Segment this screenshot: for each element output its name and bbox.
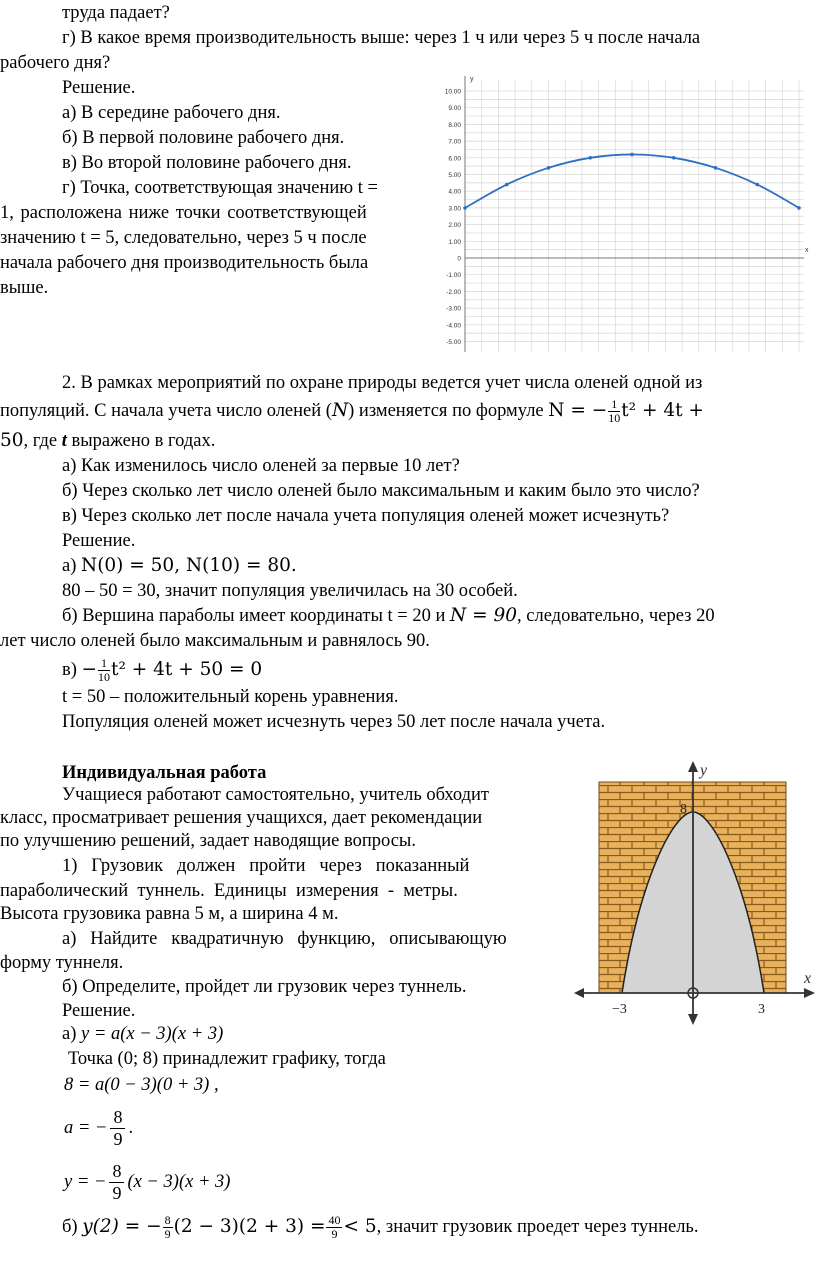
right-root-label: 3 [758,1002,765,1017]
y-tick-label: 1.00 [448,238,461,246]
x-axis-label: x [805,247,809,254]
indiv-line: параболический туннель. Единицы измерения - метры. [0,881,458,901]
solution-v: t = 50 – положительный корень уравнения. [62,687,399,707]
text-line: труда падает? [62,3,170,23]
indiv-line: Учащиеся работают самостоятельно, учитель обходит [62,785,490,805]
fraction: $\frac{1}{10}$ [98,656,111,684]
x-axis-label: x [804,970,812,987]
answer-g: значению t = 5, следовательно, через 5 ч после [0,228,367,248]
equation: 8 = a(0 − 3)(0 + 3) , [64,1075,219,1095]
fraction: $\frac{8}{9}$ [110,1107,125,1150]
left-root-label: −3 [612,1002,627,1017]
task2-line: популяций. С начала учета число оленей (N) изменяется по формуле N = − $\frac{1}{10}$ t² + 4t + [0,397,704,425]
y-tick-label: 6.00 [448,155,461,163]
solution-b: б) y(2) = − $\frac{8}{9}$ (2 − 3)(2 + 3) = $\frac{40}{9}$ < 5, значит грузовик проедет через туннель. [62,1213,699,1242]
section-title: Индивидуальная работа [62,763,267,783]
y-tick-label: -2.00 [446,288,461,296]
question-b: б) Через сколько лет число оленей было максимальным и каким было это число? [62,481,700,501]
chart-point [714,166,718,170]
y-tick-label: 9.00 [448,105,461,113]
chart-point [797,206,801,210]
chart-point [755,183,759,187]
y-axis-label: y [700,762,708,779]
indiv-line: Высота грузовика равна 5 м, а ширина 4 м. [0,904,339,924]
indiv-line: б) Определите, пройдет ли грузовик через туннель. [62,977,467,997]
y-tick-label: 10.00 [444,88,461,96]
indiv-line: 1) Грузовик должен пройти через показанный [62,856,470,876]
answer-v: в) Во второй половине рабочего дня. [62,153,352,173]
y-tick-label: 7.00 [448,138,461,146]
peak-label: 8 [680,802,687,817]
y-axis-arrow-up [688,761,698,772]
y-axis-label: y [470,76,474,83]
equation: y = − $\frac{8}{9}$ (x − 3)(x + 3) [64,1161,231,1204]
solution-v: Популяция оленей может исчезнуть через 50 лет после начала учета. [62,712,606,732]
question-v: в) Через сколько лет после начала учета популяция оленей может исчезнуть? [62,506,670,526]
y-tick-label: 2.00 [448,222,461,230]
chart-point [588,156,592,160]
x-axis-arrow-left [574,988,584,998]
y-tick-label: 0 [457,255,461,263]
fraction: $\frac{8}{9}$ [109,1161,124,1204]
y-tick-label: 8.00 [448,121,461,129]
indiv-line: форму туннеля. [0,953,124,973]
chart-point [630,153,634,157]
text-line: рабочего дня? [0,53,111,73]
indiv-line: по улучшению решений, задает наводящие вопросы. [0,831,416,851]
y-tick-label: -5.00 [446,339,461,346]
answer-g: выше. [0,278,49,298]
task2-line: 2. В рамках мероприятий по охране природы ведется учет числа оленей одной из [62,373,703,393]
y-tick-label: 4.00 [448,188,461,196]
indiv-line: а) Найдите квадратичную функцию, описывающую [62,929,507,949]
chart-point [547,166,551,170]
y-tick-label: -3.00 [446,305,461,313]
chart-point [672,156,676,160]
equation: a = − $\frac{8}{9}$ . [64,1107,134,1150]
solution-a: а) y = a(x − 3)(x + 3) [62,1024,224,1044]
chart-point [505,183,509,187]
solution-a: а) N(0) = 50, N(10) = 80. [62,555,297,576]
x-axis-arrow-right [804,988,815,998]
answer-g: 1, расположена ниже точки соответствующей [0,203,367,223]
solution-heading: Решение. [62,78,136,98]
tunnel-diagram [572,757,816,1027]
fraction: $\frac{8}{9}$ [164,1213,171,1242]
fraction: $\frac{40}{9}$ [328,1213,341,1242]
chart-y-ticks [445,89,462,347]
answer-g: начала рабочего дня производительность была [0,253,369,273]
solution-heading: Решение. [62,1001,136,1021]
y-tick-label: -1.00 [446,272,461,280]
productivity-chart [432,72,812,357]
answer-a: а) В середине рабочего дня. [62,103,281,123]
y-axis-arrow-down [688,1014,698,1025]
solution-b: лет число оленей было максимальным и равнялось 90. [0,631,430,651]
fraction: $\frac{1}{10}$ [608,397,621,425]
chart-grid [465,80,804,352]
task2-line: 50, где t выражено в годах. [0,430,216,451]
y-tick-label: -4.00 [446,322,461,330]
solution-a: 80 – 50 = 30, значит популяция увеличилась на 30 особей. [62,581,518,601]
text-line: г) В какое время производительность выше: через 1 ч или через 5 ч после начала [62,28,701,48]
solution-v: в) − $\frac{1}{10}$ t² + 4t + 50 = 0 [62,656,263,684]
solution-b: б) Вершина параболы имеет координаты t = 20 и N = 90, следовательно, через 20 [62,605,715,626]
indiv-line: класс, просматривает решения учащихся, дает рекомендации [0,808,483,828]
y-tick-label: 5.00 [448,172,461,179]
answer-b: б) В первой половине рабочего дня. [62,128,345,148]
chart-point [463,206,467,210]
question-a: а) Как изменилось число оленей за первые 10 лет? [62,456,460,476]
solution-line: Точка (0; 8) принадлежит графику, тогда [68,1049,386,1069]
y-tick-label: 3.00 [448,205,461,213]
answer-g: г) Точка, соответствующая значению t = [62,178,378,198]
solution-heading: Решение. [62,531,136,551]
